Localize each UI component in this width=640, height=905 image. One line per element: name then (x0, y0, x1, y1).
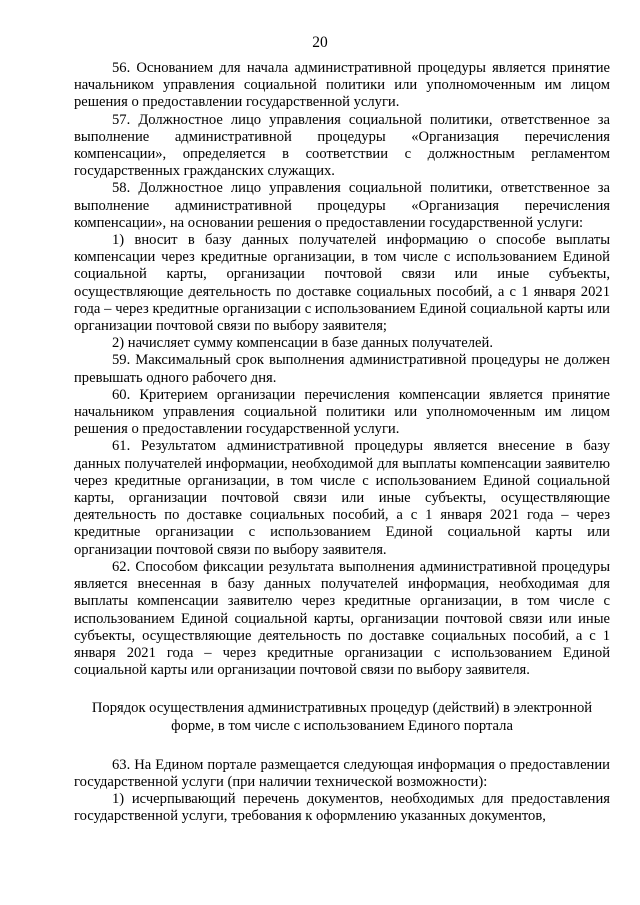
paragraph-63-item-1: 1) исчерпывающий перечень документов, необходимых для предоставления государственной услуги, требования к оформлению указанных документов, (74, 791, 610, 825)
document-body (74, 60, 610, 826)
paragraph-63: 63. На Едином портале размещается следующая информация о предоставлении государственной услуги (при наличии технической возможности): (74, 756, 610, 790)
paragraph-58: 58. Должностное лицо управления социальной политики, ответственное за выполнение административной процедуры «Организация перечисления компенсации», на основании решения о предоставлении государственной услуги: (74, 180, 610, 231)
paragraph-56: 56. Основанием для начала административной процедуры является принятие начальником управления социальной политики или уполномоченным им лицом решения о предоставлении государственной услуги. (74, 60, 610, 111)
paragraph-61: 61. Результатом административной процедуры является внесение в базу данных получателей информации, необходимой для выплаты компенсации заявителю через кредитные организации, в том числе с использованием Единой социальной карты, организации почтовой связи или иные субъекты, осуществляющие деятельность по доставке социальных пособий, а с 1 января 2021 года – через кредитные организации с использованием Единой социальной карты или организации почтовой связи по выбору заявителя. (74, 438, 610, 558)
paragraph-59: 59. Максимальный срок выполнения административной процедуры не должен превышать одного рабочего дня. (74, 352, 610, 386)
paragraph-58-item-1: 1) вносит в базу данных получателей информацию о способе выплаты компенсации через кредитные организации, в том числе с использованием Единой социальной карты, организации почтовой связи или иные субъекты, осуществляющие деятельность по доставке социальных пособий, а с 1 января 2021 года – через кредитные организации с использованием Единой социальной карты или организации почтовой связи по выбору заявителя; (74, 232, 610, 335)
paragraph-62: 62. Способом фиксации результата выполнения административной процедуры является внесенная в базу данных получателей информация, необходимая для выплаты компенсации заявителю через кредитные организации, в том числе с использованием Единой социальной карты, организации почтовой связи или иные субъекты, осуществляющие деятельность по доставке социальных пособий, а с 1 января 2021 года – через кредитные организации с использованием Единой социальной карты или организации почтовой связи по выбору заявителя. (74, 558, 610, 679)
paragraph-60: 60. Критерием организации перечисления компенсации является принятие начальником управления социальной политики или уполномоченным им лицом решения о предоставлении государственной услуги. (74, 386, 610, 438)
page-number: 20 (312, 34, 328, 51)
paragraph-58-item-2: 2) начисляет сумму компенсации в базе данных получателей. (112, 335, 493, 352)
paragraph-57: 57. Должностное лицо управления социальной политики, ответственное за выполнение административной процедуры «Организация перечисления компенсации», определяется в соответствии с должностным регламентом государственных гражданских служащих. (74, 111, 610, 180)
section-heading: Порядок осуществления административных процедур (действий) в электронной форме, в том числе с использованием Единого портала (91, 700, 593, 734)
